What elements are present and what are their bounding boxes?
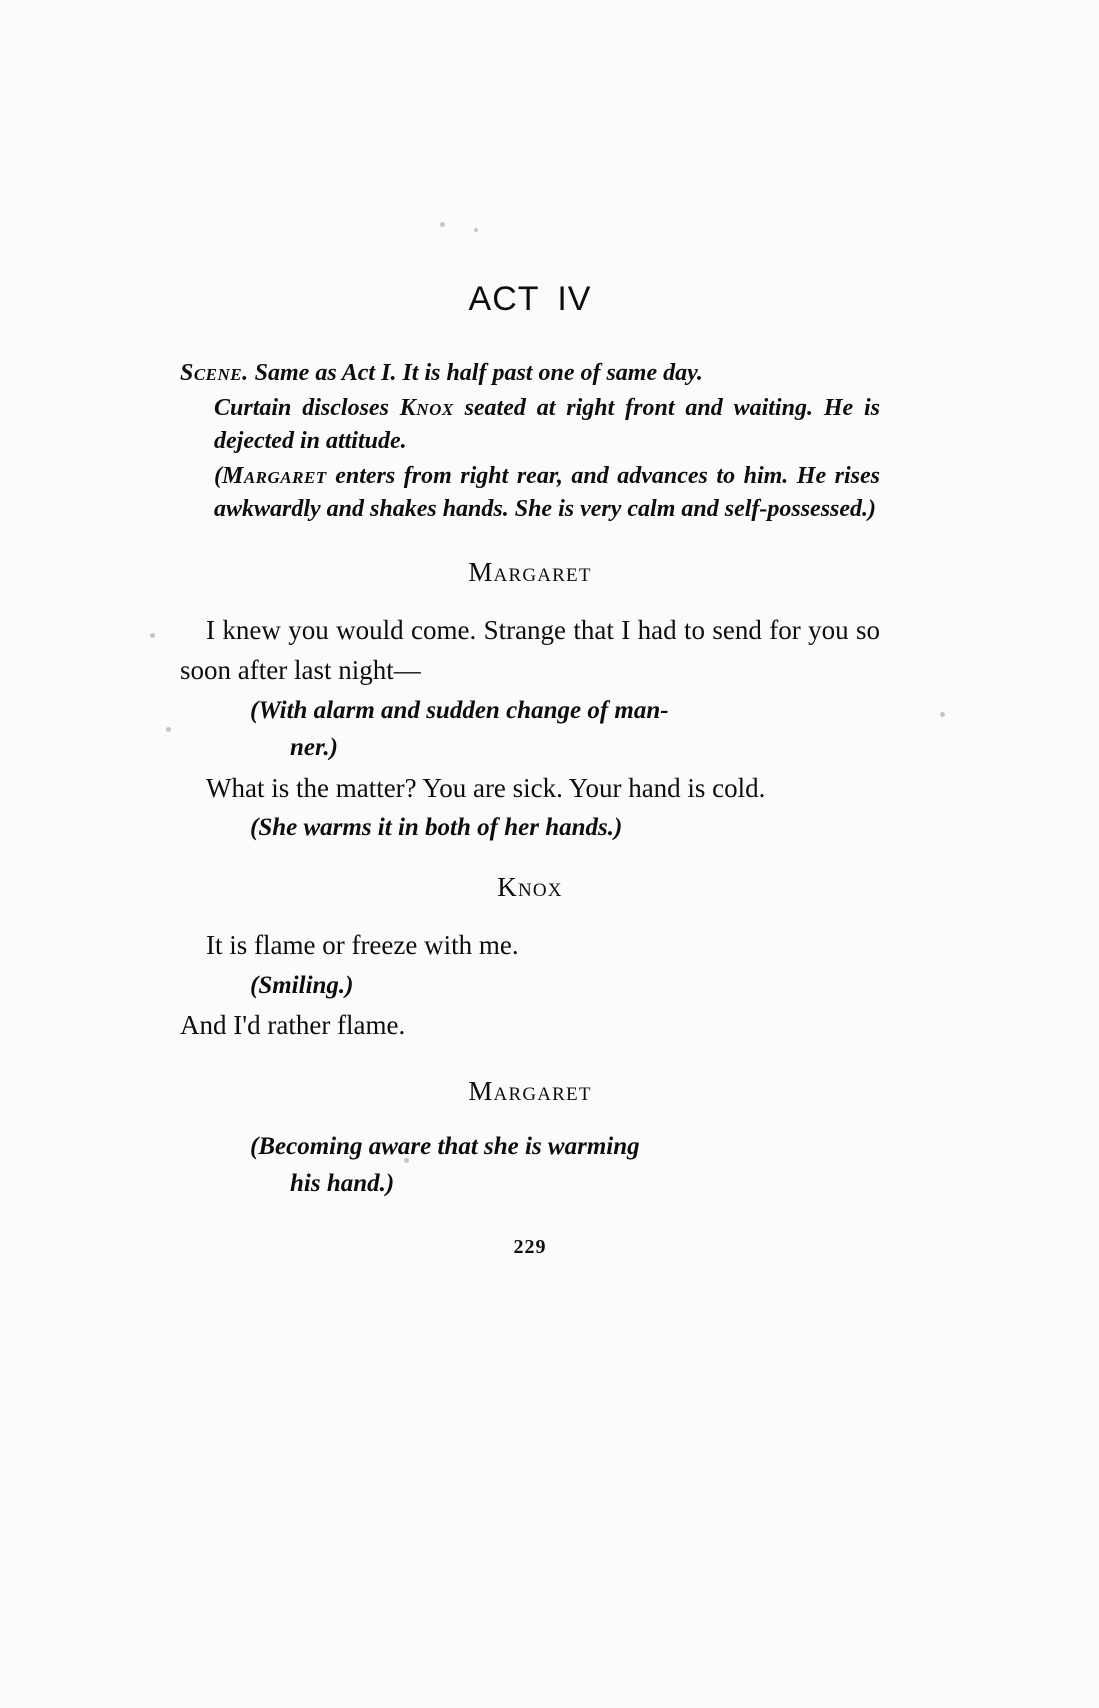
curtain-text-a: Curtain discloses [214, 395, 389, 422]
scan-speck [150, 633, 155, 638]
opening-stage-directions [180, 357, 880, 527]
speech-margaret-1a: I knew you would come. Strange that I had to send for you so soon after last night— [180, 614, 880, 686]
scene-label: Scene. [180, 360, 249, 386]
page-number: 229 [513, 1235, 547, 1258]
entrance-line [180, 460, 880, 526]
scene-text: Same as Act I. It is half past one of same day. [254, 360, 703, 386]
stage-direction-inline-4: (Becoming aware that she is warming [250, 1132, 640, 1160]
speech-knox-1a: It is flame or freeze with me. [206, 930, 519, 961]
scan-speck [440, 222, 445, 227]
entrance-text: enters from right rear, and advances to him. He rises awkwardly and shakes hands. She is very calm and self-possessed.) [214, 463, 880, 523]
scan-speck [940, 712, 945, 717]
speech-knox-1b: And I'd rather flame. [180, 1010, 406, 1041]
act-title: ACT IV [468, 280, 592, 318]
curtain-text-b: seated at right front and waiting. He is dejected in attitude. [214, 395, 881, 455]
speaker-margaret-1: Margaret [468, 556, 592, 587]
speaker-knox-1: Knox [497, 872, 563, 903]
entrance-open-paren: ( [214, 463, 222, 490]
scan-speck [474, 228, 478, 232]
stage-direction-inline-3: (Smiling.) [250, 971, 354, 999]
speaker-margaret-2: Margaret [468, 1075, 592, 1106]
scene-line [180, 357, 880, 390]
page-content [180, 280, 880, 1259]
stage-direction-inline-2: (She warms it in both of her hands.) [250, 814, 623, 842]
stage-direction-inline-4-cont: his hand.) [290, 1170, 395, 1198]
character-name-knox: Knox [399, 395, 454, 422]
scan-speck [166, 727, 171, 732]
stage-direction-inline-1: (With alarm and sudden change of man- [250, 696, 669, 724]
character-name-margaret: Margaret [222, 463, 327, 490]
curtain-line [180, 392, 880, 458]
speech-margaret-1b: What is the matter? You are sick. Your hand is cold. [206, 772, 766, 803]
stage-direction-inline-1-cont: ner.) [290, 734, 338, 762]
